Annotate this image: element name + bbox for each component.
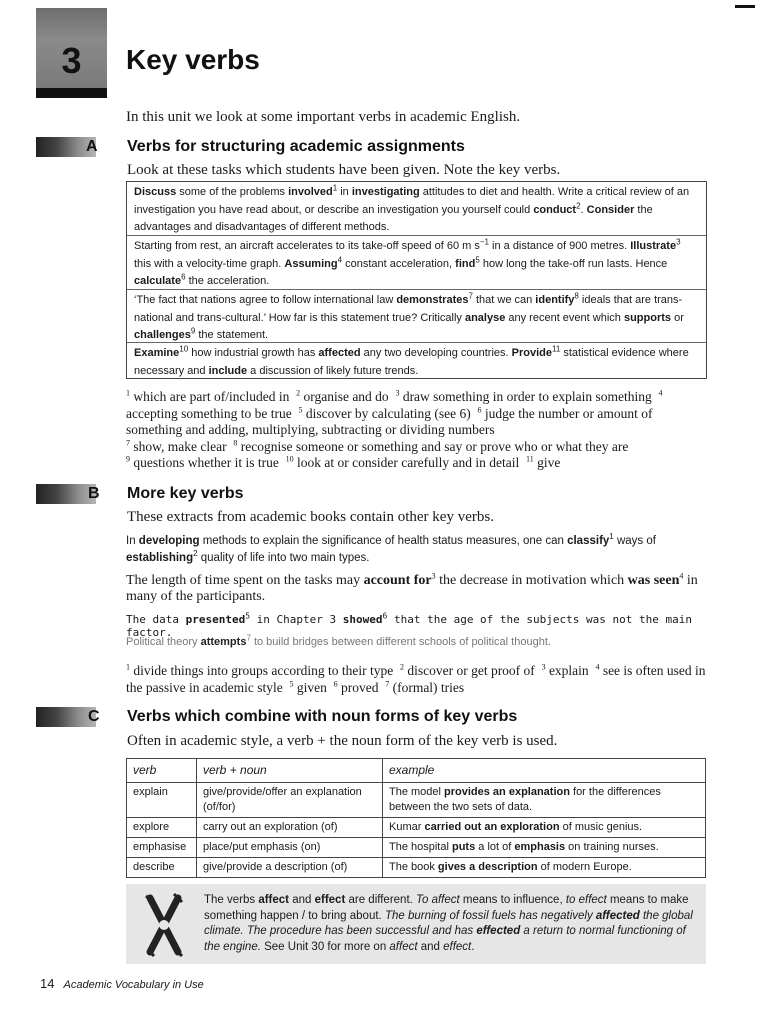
header-cell: verb + noun (197, 759, 383, 783)
book-title: Academic Vocabulary in Use (63, 979, 204, 991)
table-cell: emphasise (127, 838, 197, 858)
verb-noun-table (126, 758, 706, 878)
table-cell: Kumar carried out an exploration of music genius. (383, 818, 706, 838)
page-number: 14 (40, 976, 55, 991)
table-row (127, 818, 706, 838)
intro-text: In this unit we look at some important verbs in academic English. (126, 109, 521, 125)
extract-1: In developing methods to explain the significance of health status measures, one can classify$^1$ ways of establishing$^2$ quality of life into two main types. (126, 532, 656, 564)
section-b-letter: B (88, 485, 100, 502)
extract-2: The length of time spent on the tasks may account for$^3$ the decrease in motivation which was seen$^4$ in many of the participants. (126, 571, 698, 604)
affect-effect-note: The verbs affect and effect are different. To affect means to influence, to effect means to make something happen / to bring about. The burning of fossil fuels has negatively affected the global climate. The procedure has been successful and has effected a return to normal functioning of the engine. See Unit 30 for more on affect and effect. (204, 894, 693, 953)
section-b-heading: More key verbs (127, 485, 244, 502)
task-item: Discuss some of the problems involved$^1$ in investigating attitudes to diet and health. Write a critical review of an investigation you have read about, or describe an investigation you yourself could conduct$^2$. Consider the advantages and disadvantages of different methods. (127, 182, 706, 236)
table-header-row (127, 759, 706, 783)
section-b-tag (36, 484, 96, 504)
table-cell: describe (127, 858, 197, 878)
table-cell: explore (127, 818, 197, 838)
table-row (127, 838, 706, 858)
table-cell: give/provide/offer an explanation (of/for) (197, 783, 383, 818)
section-c-letter: C (88, 708, 100, 725)
section-a-letter: A (86, 138, 98, 155)
section-c-tag (36, 707, 96, 727)
unit-bar (36, 88, 107, 98)
header-cell: example (383, 759, 706, 783)
table-cell: explain (127, 783, 197, 818)
table-row (127, 858, 706, 878)
table-cell: place/put emphasis (on) (197, 838, 383, 858)
warning-cross-icon (144, 892, 184, 958)
section-c-subheading: Often in academic style, a verb + the noun form of the key verb is used. (127, 733, 558, 749)
task-item: Examine$^{10}$ how industrial growth has affected any two developing countries. Provide$^{11}$ statistical evidence where necessary and include a discussion of likely future trends. (134, 344, 689, 377)
section-b-glossary: $^1$ divide things into groups according to their type $^2$ discover or get proof of $^3$ explain $^4$ see is often used in the passive in academic style $^5$ given $^6$ proved $^7$ (formal) tries (126, 662, 706, 695)
page-title: Key verbs (126, 44, 260, 75)
section-a-glossary: $^1$ which are part of/included in $^2$ organise and do $^3$ draw something in order to explain something $^4$ accepting something to be true $^5$ discover by calculating (see 6) $^6$ judge the number or amount of something and adding, multiplying, subtracting or dividing numbers $^7$ show, make clear $^8$ recognise someone or something and say or prove who or what they are $^9$ questions whether it is true $^{10}$ look at or consider carefully and in detail $^{11}$ give (126, 388, 663, 470)
section-a-subheading: Look at these tasks which students have been given. Note the key verbs. (127, 162, 561, 178)
corner-mark (735, 5, 755, 8)
page-footer (40, 976, 204, 991)
task-item: ‘The fact that nations agree to follow international law demonstrates$^7$ that we can identify$^8$ ideals that are trans-national and trans-cultural.’ How far is this statement true? Critically analyse any recent event which supports or challenges$^9$ the statement. (127, 290, 706, 343)
section-b-subheading: These extracts from academic books contain other key verbs. (127, 509, 494, 525)
section-a-heading: Verbs for structuring academic assignments (127, 138, 465, 155)
section-c-heading: Verbs which combine with noun forms of key verbs (127, 708, 518, 725)
extract-4: Political theory attempts$^7$ to build bridges between different schools of political thought. (126, 633, 551, 648)
task-box (126, 181, 707, 379)
task-item: Starting from rest, an aircraft accelerates to its take-off speed of 60 m $s^{-1}$ in a distance of 900 metres. Illustrate$^3$ this with a velocity-time graph. Assuming$^4$ constant acceleration, find$^5$ how long the take-off run lasts. Hence calculate$^6$ the acceleration. (127, 236, 706, 290)
table-row (127, 783, 706, 818)
extract-3: The data presented$^5$ in Chapter 3 showed$^6$ that the age of the subjects was not the main factor. (126, 611, 692, 639)
unit-number: 3 (61, 40, 82, 81)
table-cell: The hospital puts a lot of emphasis on training nurses. (383, 838, 706, 858)
table-cell: The book gives a description of modern Europe. (383, 858, 706, 878)
table-cell: carry out an exploration (of) (197, 818, 383, 838)
table-cell: give/provide a description (of) (197, 858, 383, 878)
header-cell: verb (127, 759, 197, 783)
table-cell: The model provides an explanation for the differences between the two sets of data. (383, 783, 706, 818)
